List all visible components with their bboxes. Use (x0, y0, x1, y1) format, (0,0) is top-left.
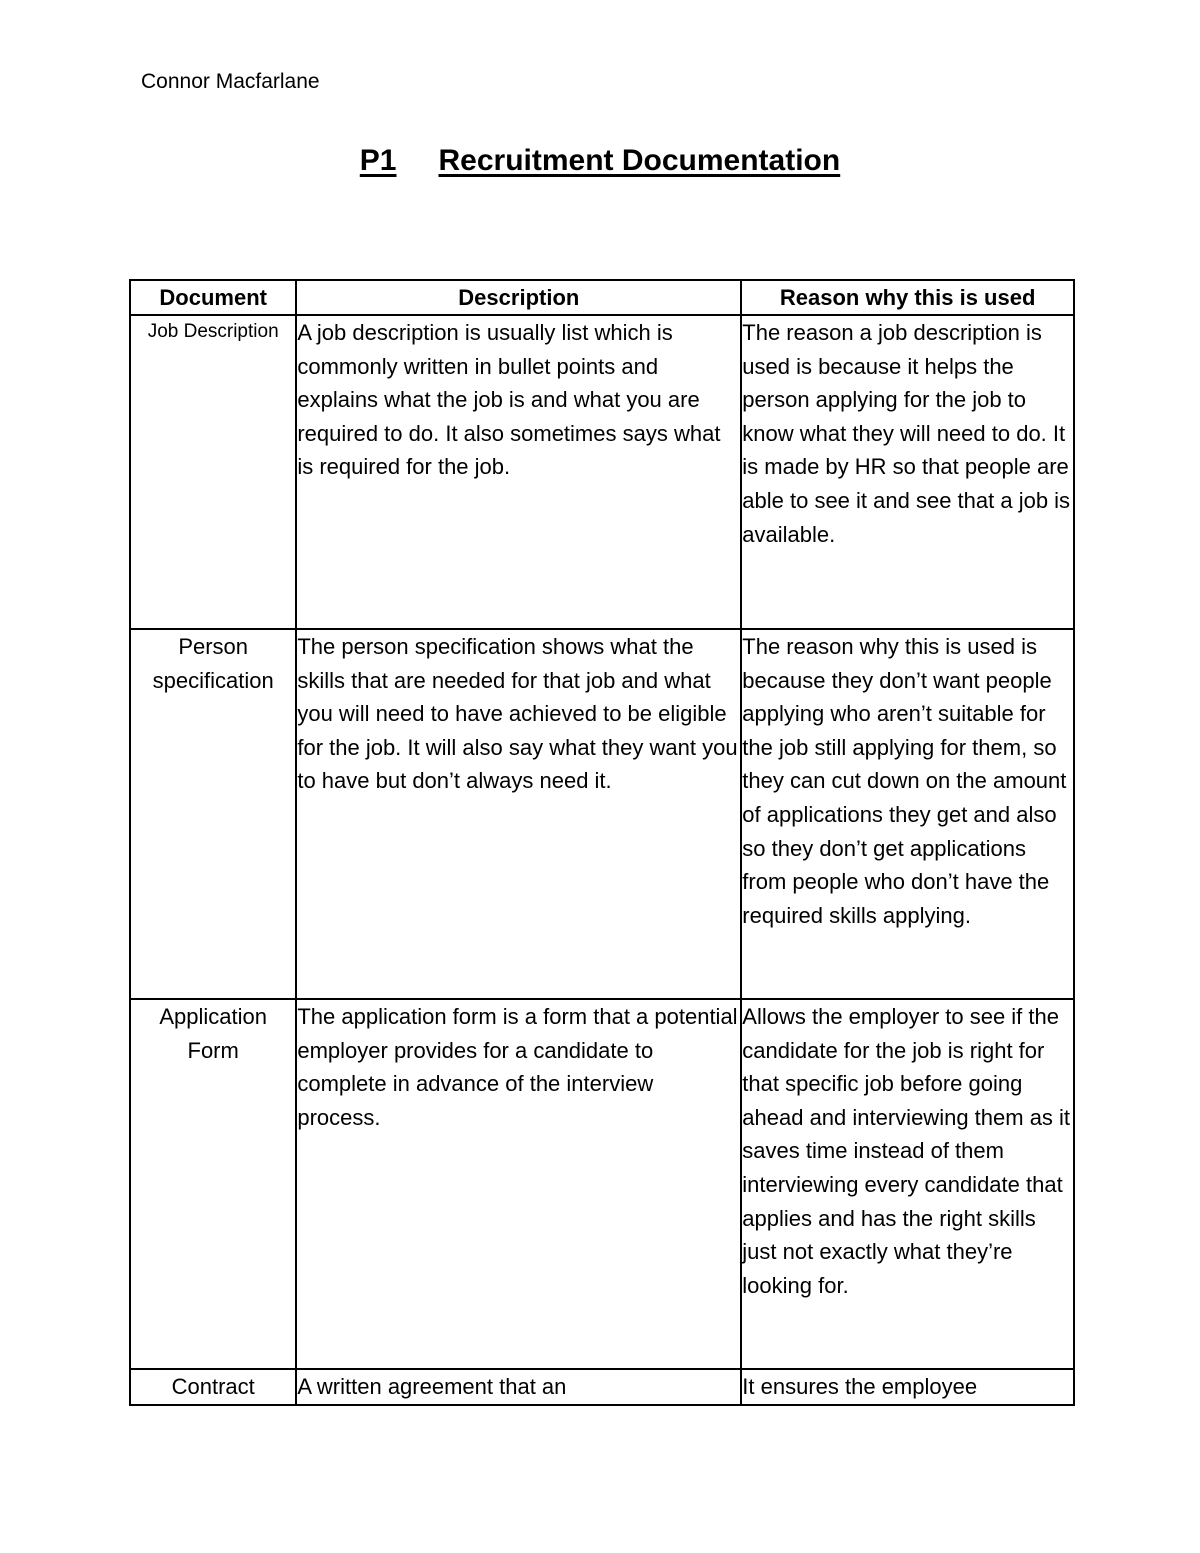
reason-cell: The reason why this is used is because they don’t want people applying who aren’t suitable for the job still applying for them, so they can cut down on the amount of applications they get and also so they don’t get applications from people who don’t have the required skills applying. (741, 629, 1074, 999)
document-name-cell: Contract (130, 1369, 296, 1405)
column-header-document: Document (130, 280, 296, 315)
description-cell: A job description is usually list which is commonly written in bullet points and explains what the job is and what you are required to do. It also sometimes says what is required for the job. (296, 315, 741, 629)
table-row (130, 999, 1074, 1369)
column-header-reason: Reason why this is used (741, 280, 1074, 315)
table-row (130, 629, 1074, 999)
table-row (130, 315, 1074, 629)
reason-cell: It ensures the employee (741, 1369, 1074, 1405)
description-cell: The person specification shows what the skills that are needed for that job and what you will need to have achieved to be eligible for the job. It will also say what they want you to have but don’t always need it. (296, 629, 741, 999)
title-code: P1 (359, 144, 397, 177)
title-text: Recruitment Documentation (438, 144, 841, 177)
table-header-row (130, 280, 1074, 315)
column-header-description: Description (296, 280, 741, 315)
reason-cell: The reason a job description is used is because it helps the person applying for the job to know what they will need to do. It is made by HR so that people are able to see it and see that a job is available. (741, 315, 1074, 629)
reason-cell: Allows the employer to see if the candidate for the job is right for that specific job before going ahead and interviewing them as it saves time instead of them interviewing every candidate that applies and has the right skills just not exactly what they’re looking for. (741, 999, 1074, 1369)
description-cell: The application form is a form that a potential employer provides for a candidate to complete in advance of the interview process. (296, 999, 741, 1369)
page-title (0, 144, 1200, 178)
document-name-cell: Application Form (130, 999, 296, 1369)
description-cell: A written agreement that an (296, 1369, 741, 1405)
author-name: Connor Macfarlane (141, 70, 320, 93)
table-row (130, 1369, 1074, 1405)
recruitment-table (129, 279, 1075, 1406)
document-name-cell: Person specification (130, 629, 296, 999)
document-name-cell: Job Description (130, 315, 296, 629)
